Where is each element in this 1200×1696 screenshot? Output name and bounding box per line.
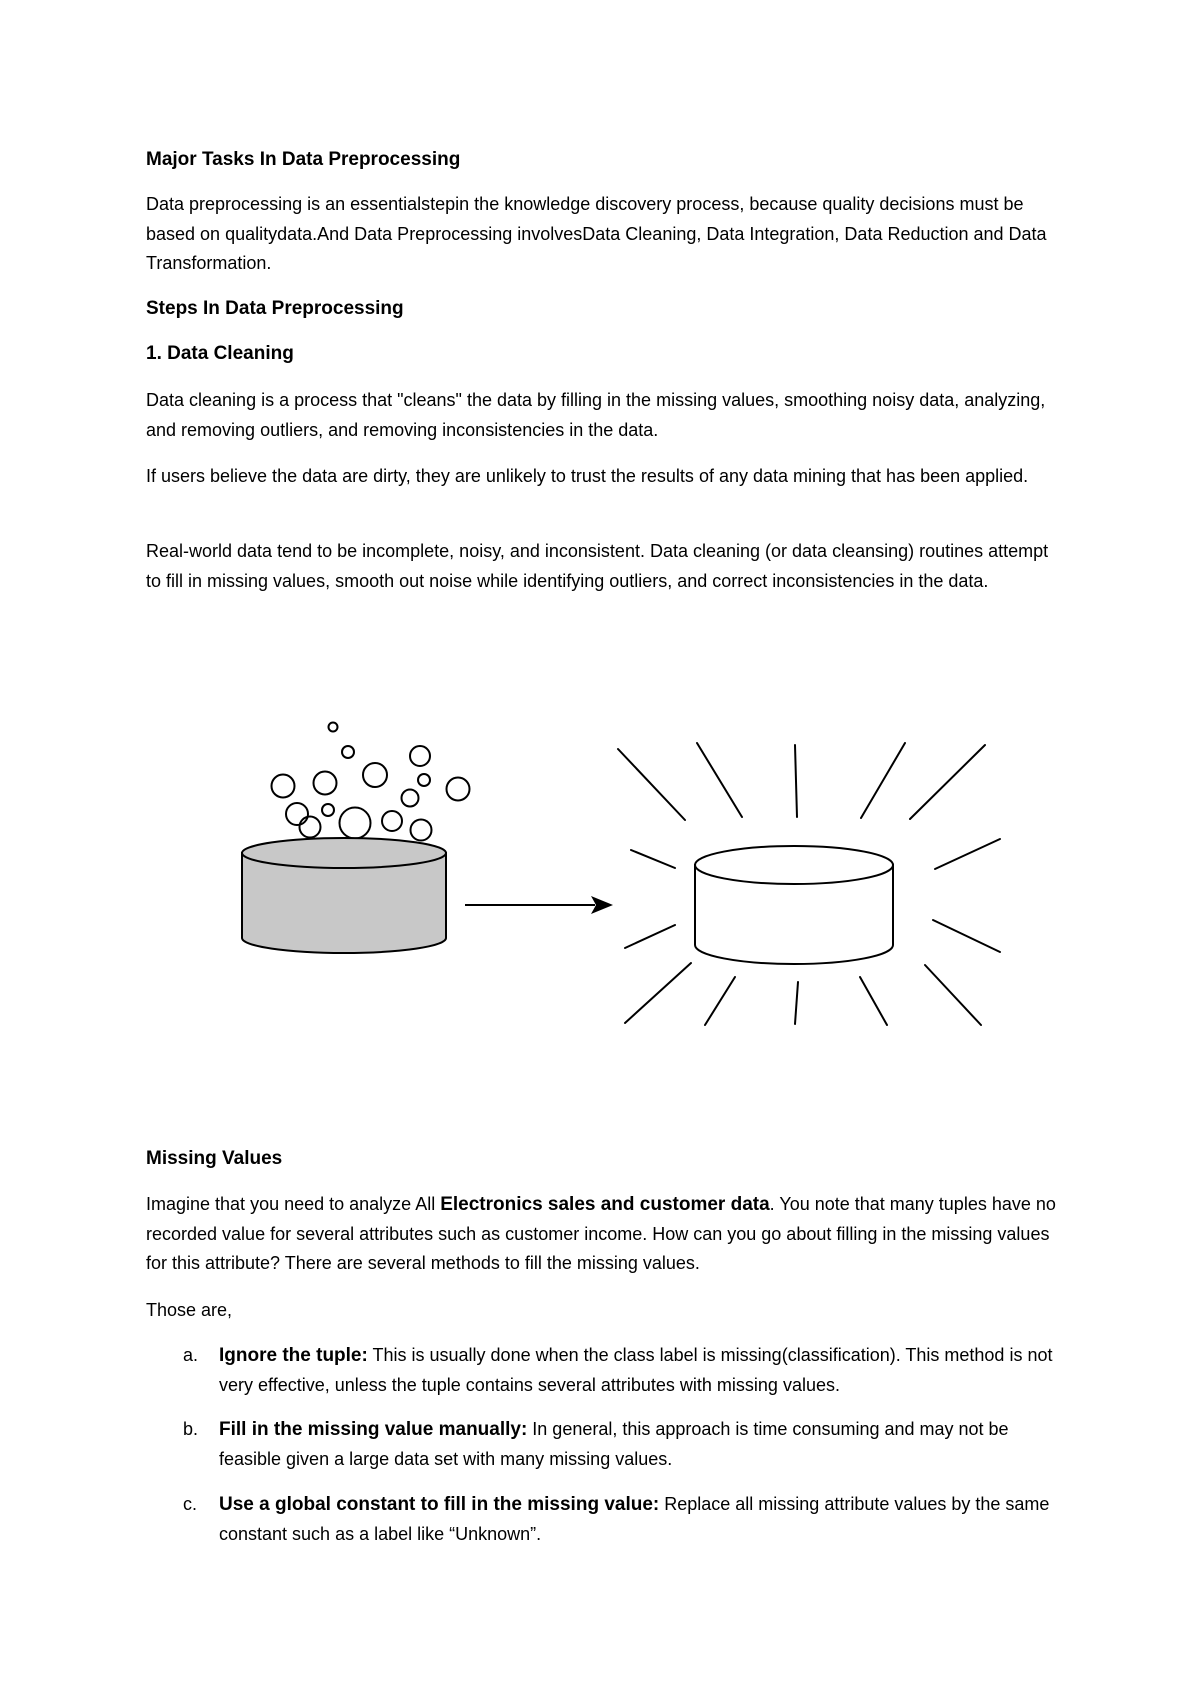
missing-text-before: Imagine that you need to analyze All: [146, 1194, 441, 1214]
dirty-data-bucket: [242, 838, 446, 953]
bubble: [300, 817, 321, 838]
list-marker: c.: [183, 1494, 198, 1514]
bubble: [272, 775, 295, 798]
list-item: [146, 1341, 1066, 1400]
bubble: [329, 723, 338, 732]
clean-data-bucket: [695, 846, 893, 964]
bubble: [286, 803, 308, 825]
bubble: [410, 746, 430, 766]
method-text: This is usually done when the class label is missing(classification). This method is not very effective, unless the tuple contains several attributes with missing values.: [219, 1345, 1053, 1395]
data-cleaning-figure: [225, 705, 1010, 1060]
method-title: Ignore the tuple:: [219, 1345, 368, 1366]
cleaning-paragraph-1: Data cleaning is a process that "cleans" the data by filling in the missing values, smoothing noisy data, analyzing, and removing outliers, and removing inconsistencies in the data.: [146, 390, 1046, 440]
bubble: [402, 790, 419, 807]
bubble: [342, 746, 354, 758]
cleaning-paragraph-2: If users believe the data are dirty, they are unlikely to trust the results of any data mining that has been applied.: [146, 466, 1029, 486]
heading-steps: Steps In Data Preprocessing: [146, 298, 404, 319]
heading-major-tasks: Major Tasks In Data Preprocessing: [146, 149, 461, 170]
missing-text-after: . You note that many tuples have no recorded value for several attributes such as customer income. How can you go about filling in the missing values for this attribute? There are several methods to fill the missing values.: [146, 1194, 1056, 1273]
missing-paragraph: [146, 1190, 1066, 1279]
list-marker: a.: [183, 1345, 199, 1365]
list-marker: b.: [183, 1419, 199, 1439]
bubble: [418, 774, 430, 786]
heading-data-cleaning: 1. Data Cleaning: [146, 343, 294, 364]
heading-missing-values: Missing Values: [146, 1148, 283, 1169]
cleaning-paragraph-3: Real-world data tend to be incomplete, noisy, and inconsistent. Data cleaning (or data cleansing) routines attempt to fill in missing values, smooth out noise while identifying outliers, and correct inconsistencies in the data.: [146, 541, 1049, 591]
list-item: [146, 1490, 1066, 1549]
method-title: Use a global constant to fill in the missing value:: [219, 1494, 660, 1515]
those-are-text: Those are,: [146, 1300, 233, 1320]
bubble: [382, 811, 402, 831]
intro-paragraph: Data preprocessing is an essentialstepin the knowledge discovery process, because quality decisions must be based on qualitydata.And Data Preprocessing involvesData Cleaning, Data Integration, Data Reduction and Data Transformation.: [146, 194, 1047, 273]
method-text: In general, this approach is time consuming and may not be feasible given a large data set with many missing values.: [219, 1419, 1009, 1469]
bubble: [411, 820, 432, 841]
bubble: [340, 808, 371, 839]
method-text: Replace all missing attribute values by the same constant such as a label like “Unknown”.: [219, 1494, 1050, 1544]
bubble: [314, 772, 337, 795]
bubble: [322, 804, 334, 816]
method-title: Fill in the missing value manually:: [219, 1419, 528, 1440]
bubble: [447, 778, 470, 801]
missing-text-bold: Electronics sales and customer data: [440, 1194, 770, 1215]
arrow-icon: [465, 896, 613, 914]
list-item: [146, 1415, 1066, 1474]
bubble: [363, 763, 387, 787]
